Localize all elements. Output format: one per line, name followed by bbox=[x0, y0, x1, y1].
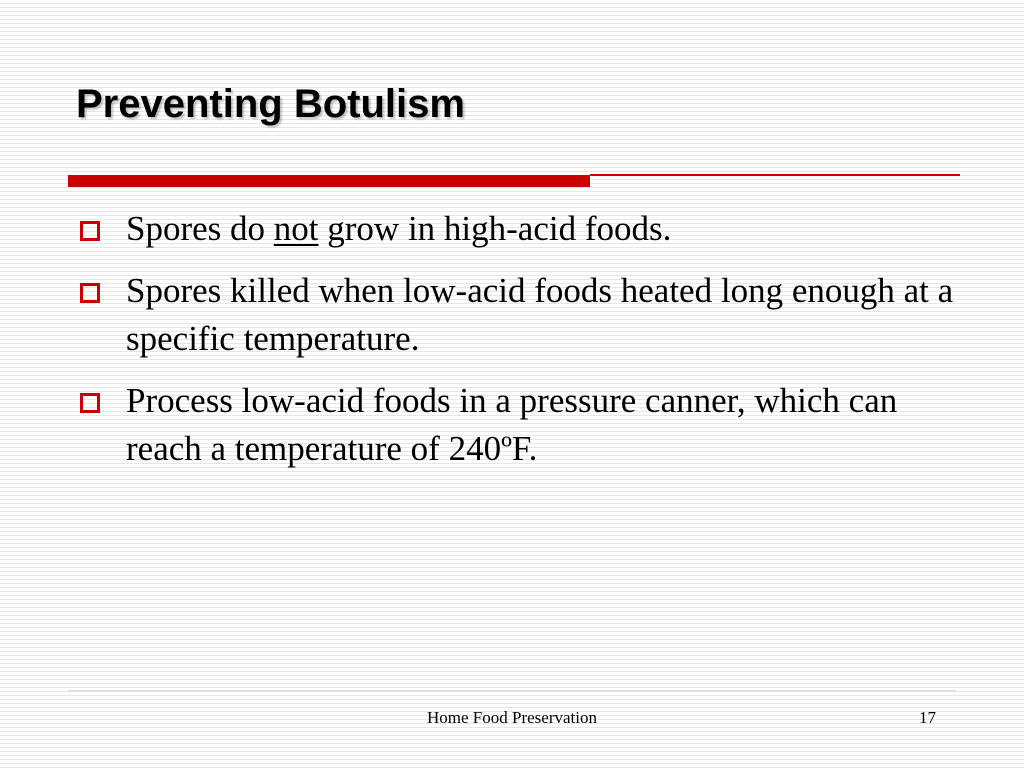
bullet-item-1 bbox=[76, 205, 956, 253]
hollow-square-bullet-icon bbox=[80, 283, 100, 303]
bullet-1-emphasis: not bbox=[273, 209, 319, 248]
slide-title: Preventing Botulism bbox=[76, 82, 465, 126]
bullet-1-text-after: grow in high-acid foods. bbox=[318, 209, 672, 248]
bullet-item-3 bbox=[76, 377, 956, 473]
hollow-square-bullet-icon bbox=[80, 393, 100, 413]
footer-title: Home Food Preservation bbox=[427, 708, 597, 727]
bullet-3-text: Process low-acid foods in a pressure canner, which can reach a temperature of 240ºF. bbox=[126, 381, 898, 468]
bullet-list bbox=[76, 205, 956, 487]
footer-divider bbox=[68, 690, 956, 692]
bullet-item-2 bbox=[76, 267, 956, 363]
title-underline-thick bbox=[68, 175, 590, 187]
bullet-1-text-before: Spores do bbox=[126, 209, 274, 248]
bullet-2-text: Spores killed when low-acid foods heated long enough at a specific temperature. bbox=[126, 271, 954, 358]
title-underline-thin bbox=[590, 174, 960, 176]
hollow-square-bullet-icon bbox=[80, 221, 100, 241]
page-number: 17 bbox=[919, 708, 936, 727]
